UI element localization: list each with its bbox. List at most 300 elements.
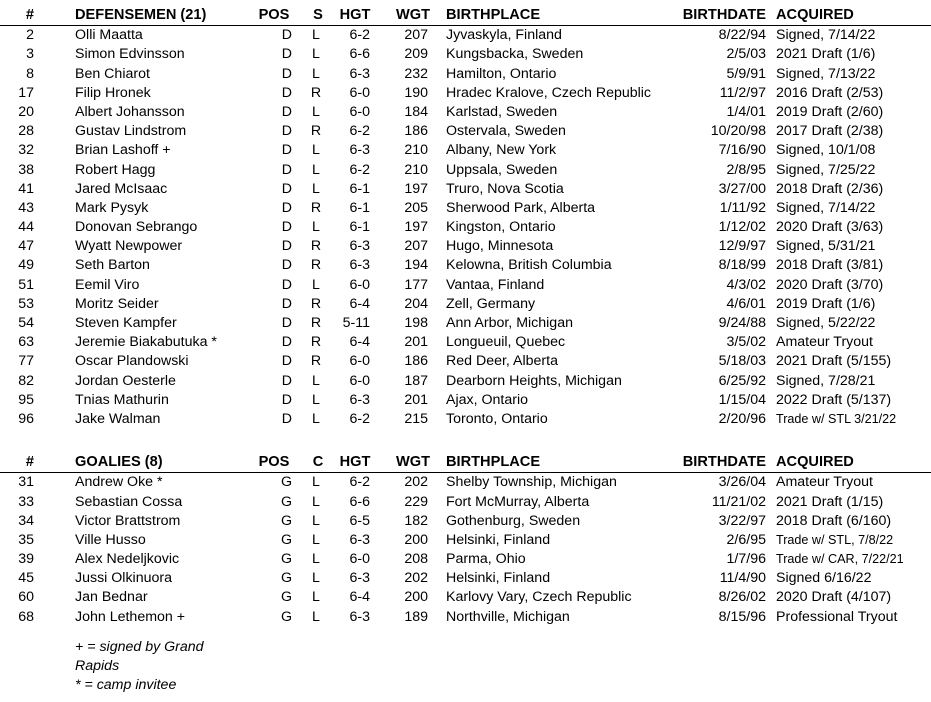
player-acquired: 2016 Draft (2/53): [776, 84, 884, 101]
player-name: Mark Pysyk: [75, 199, 149, 216]
player-birthplace: Fort McMurray, Alberta: [446, 493, 590, 510]
player-acquired: 2020 Draft (3/63): [776, 219, 884, 236]
player-number: 44: [18, 219, 34, 236]
player-birthplace: Jyvaskyla, Finland: [446, 27, 562, 44]
player-birthplace: Ajax, Ontario: [446, 391, 529, 408]
player-birthdate: 5/9/91: [726, 65, 766, 82]
section-title-defensemen: DEFENSEMEN (21): [75, 7, 207, 23]
player-height: 6-0: [349, 551, 370, 568]
player-position: D: [281, 295, 292, 312]
table-row: [0, 218, 931, 237]
player-number: 45: [18, 570, 34, 587]
player-acquired: 2018 Draft (2/36): [776, 180, 884, 197]
player-birthdate: 3/5/02: [726, 334, 766, 351]
player-acquired: 2018 Draft (6/160): [776, 512, 892, 529]
player-height: 6-1: [349, 180, 370, 197]
player-weight: 232: [404, 65, 428, 82]
header-acquired: ACQUIRED: [776, 7, 854, 23]
player-acquired: 2020 Draft (3/70): [776, 276, 884, 293]
player-birthdate: 3/27/00: [718, 180, 766, 197]
player-height: 6-3: [349, 531, 370, 548]
player-birthplace: Shelby Township, Michigan: [446, 474, 617, 491]
player-height: 6-0: [349, 353, 370, 370]
player-birthplace: Northville, Michigan: [446, 608, 570, 625]
player-birthdate: 8/22/94: [718, 27, 766, 44]
player-number: 54: [18, 315, 34, 331]
player-height: 6-0: [349, 276, 370, 293]
player-position: D: [281, 334, 292, 351]
player-height: 5-11: [342, 315, 370, 331]
player-weight: 197: [404, 180, 428, 197]
player-birthplace: Dearborn Heights, Michigan: [446, 372, 622, 389]
player-shoots: L: [312, 391, 320, 408]
player-number: 32: [18, 142, 34, 159]
player-acquired: Trade w/ STL 3/21/22: [776, 411, 897, 426]
player-birthplace: Parma, Ohio: [446, 551, 526, 568]
table-row: [0, 372, 931, 391]
table-row: [0, 26, 931, 45]
player-birthdate: 1/4/01: [726, 103, 766, 120]
player-weight: 177: [404, 276, 428, 293]
player-weight: 184: [404, 103, 428, 120]
player-number: 77: [18, 353, 34, 370]
player-weight: 200: [404, 531, 428, 548]
player-number: 39: [18, 551, 34, 568]
player-birthdate: 8/15/96: [718, 608, 766, 625]
player-birthdate: 7/16/90: [718, 142, 766, 159]
player-birthdate: 8/26/02: [718, 589, 766, 606]
table-row: [0, 84, 931, 103]
player-birthdate: 3/26/04: [718, 474, 766, 491]
table-row: [0, 588, 931, 607]
header-height: HGT: [339, 454, 371, 471]
table-row: [0, 550, 931, 569]
player-height: 6-3: [349, 608, 370, 625]
player-birthplace: Helsinki, Finland: [446, 570, 551, 587]
player-name: Sebastian Cossa: [75, 493, 183, 510]
player-height: 6-3: [349, 257, 370, 274]
player-birthplace: Ostervala, Sweden: [446, 123, 566, 140]
player-number: 2: [26, 27, 34, 44]
player-name: John Lethemon +: [75, 608, 186, 625]
player-name: Jussi Olkinuora: [75, 570, 172, 587]
player-birthplace: Red Deer, Alberta: [446, 353, 558, 370]
player-position: D: [281, 353, 292, 370]
player-height: 6-2: [349, 161, 370, 178]
player-birthdate: 4/3/02: [726, 276, 766, 293]
player-birthdate: 5/18/03: [718, 353, 766, 370]
table-row: [0, 608, 931, 627]
player-shoots: L: [312, 180, 320, 197]
header-birthdate: BIRTHDATE: [682, 7, 766, 23]
player-position: G: [280, 493, 292, 510]
player-acquired: Signed, 5/22/22: [776, 315, 876, 331]
player-birthdate: 1/7/96: [726, 551, 766, 568]
player-name: Brian Lashoff +: [75, 142, 171, 159]
table-row: [0, 237, 931, 256]
player-height: 6-2: [349, 474, 370, 491]
player-shoots: R: [310, 238, 322, 255]
player-catches: L: [312, 570, 320, 587]
player-weight: 205: [404, 199, 428, 216]
player-position: G: [280, 570, 292, 587]
player-number: 96: [18, 410, 34, 427]
player-name: Eemil Viro: [75, 276, 140, 293]
player-birthplace: Ann Arbor, Michigan: [446, 315, 573, 331]
player-position: D: [281, 276, 292, 293]
player-catches: L: [312, 493, 320, 510]
player-name: Albert Johansson: [75, 103, 185, 120]
player-number: 35: [18, 531, 34, 548]
table-row: [0, 103, 931, 122]
table-row: [0, 122, 931, 141]
player-position: G: [280, 589, 292, 606]
player-shoots: L: [312, 276, 320, 293]
player-weight: 187: [404, 372, 428, 389]
player-birthdate: 2/20/96: [718, 410, 766, 427]
table-row: [0, 352, 931, 371]
table-row: [0, 161, 931, 180]
player-acquired: Professional Tryout: [776, 608, 898, 625]
player-height: 6-2: [349, 123, 370, 140]
section-spacer: [0, 429, 931, 443]
table-row: [0, 314, 931, 333]
player-number: 43: [18, 199, 34, 216]
player-number: 33: [18, 493, 34, 510]
player-position: G: [280, 551, 292, 568]
player-shoots: L: [312, 372, 320, 389]
player-height: 6-4: [349, 295, 370, 312]
player-name: Jan Bednar: [75, 589, 148, 606]
player-birthdate: 2/8/95: [726, 161, 766, 178]
player-weight: 201: [404, 334, 428, 351]
header-weight: WGT: [395, 7, 431, 23]
player-position: D: [281, 84, 292, 101]
player-birthplace: Hugo, Minnesota: [446, 238, 554, 255]
player-position: D: [281, 219, 292, 236]
player-name: Andrew Oke *: [75, 474, 163, 491]
player-position: D: [281, 257, 292, 274]
player-number: 68: [18, 608, 34, 625]
player-acquired: Amateur Tryout: [776, 474, 873, 491]
player-weight: 190: [404, 84, 428, 101]
player-weight: 182: [404, 512, 428, 529]
player-position: D: [281, 123, 292, 140]
player-name: Ville Husso: [75, 531, 146, 548]
player-birthdate: 11/21/02: [711, 493, 766, 510]
player-shoots: L: [312, 161, 320, 178]
player-name: Simon Edvinsson: [75, 46, 185, 63]
player-birthdate: 10/20/98: [710, 123, 766, 140]
player-birthdate: 2/6/95: [726, 531, 766, 548]
player-position: D: [281, 238, 292, 255]
player-birthplace: Karlovy Vary, Czech Republic: [446, 589, 632, 606]
table-row: [0, 180, 931, 199]
table-row: [0, 141, 931, 160]
player-height: 6-3: [349, 238, 370, 255]
player-height: 6-4: [349, 334, 370, 351]
player-birthplace: Kelowna, British Columbia: [446, 257, 612, 274]
player-position: G: [280, 608, 292, 625]
player-name: Robert Hagg: [75, 161, 156, 178]
player-acquired: Signed, 7/13/22: [776, 65, 876, 82]
player-position: D: [281, 103, 292, 120]
table-row: [0, 199, 931, 218]
player-position: D: [281, 410, 292, 427]
player-acquired: Trade w/ STL, 7/8/22: [776, 532, 894, 547]
player-acquired: Signed 6/16/22: [776, 570, 872, 587]
player-birthdate: 11/2/97: [719, 84, 766, 101]
player-weight: 194: [404, 257, 428, 274]
player-catches: L: [312, 531, 320, 548]
player-acquired: 2021 Draft (1/6): [776, 46, 876, 63]
player-height: 6-0: [349, 372, 370, 389]
player-birthdate: 12/9/97: [718, 238, 766, 255]
player-height: 6-3: [349, 65, 370, 82]
player-name: Victor Brattstrom: [75, 512, 181, 529]
player-acquired: Signed, 7/14/22: [776, 199, 876, 216]
player-position: G: [280, 531, 292, 548]
header-weight: WGT: [395, 454, 431, 471]
player-number: 34: [18, 512, 34, 529]
player-position: D: [281, 372, 292, 389]
header-catches: C: [312, 454, 324, 471]
player-number: 51: [18, 276, 34, 293]
player-acquired: Trade w/ CAR, 7/22/21: [776, 552, 904, 567]
player-shoots: R: [310, 199, 322, 216]
player-acquired: 2019 Draft (2/60): [776, 103, 884, 120]
player-shoots: L: [312, 410, 320, 427]
player-height: 6-1: [349, 199, 370, 216]
player-name: Jeremie Biakabutuka *: [75, 334, 217, 351]
player-weight: 210: [404, 161, 428, 178]
player-catches: L: [312, 589, 320, 606]
header-position: POS: [258, 7, 290, 23]
table-row: [0, 276, 931, 295]
player-position: G: [280, 512, 292, 529]
player-name: Tnias Mathurin: [75, 391, 169, 408]
player-acquired: 2021 Draft (1/15): [776, 493, 884, 510]
player-birthplace: Hamilton, Ontario: [446, 65, 557, 82]
player-name: Filip Hronek: [75, 84, 151, 101]
player-number: 31: [18, 474, 34, 491]
player-shoots: L: [312, 219, 320, 236]
player-birthplace: Uppsala, Sweden: [446, 161, 558, 178]
note-signed: + = signed by Grand Rapids: [75, 639, 204, 674]
player-acquired: 2020 Draft (4/107): [776, 589, 892, 606]
player-acquired: Signed, 10/1/08: [776, 142, 876, 159]
player-position: D: [281, 142, 292, 159]
player-acquired: 2019 Draft (1/6): [776, 295, 876, 312]
player-height: 6-0: [349, 84, 370, 101]
table-row: [0, 391, 931, 410]
player-birthplace: Truro, Nova Scotia: [446, 180, 564, 197]
table-row: [0, 65, 931, 84]
player-number: 38: [18, 161, 34, 178]
player-birthplace: Sherwood Park, Alberta: [446, 199, 596, 216]
player-shoots: L: [312, 46, 320, 63]
player-acquired: Signed, 7/28/21: [776, 372, 876, 389]
player-acquired: 2017 Draft (2/38): [776, 123, 884, 140]
player-weight: 207: [404, 27, 428, 44]
player-shoots: R: [310, 295, 322, 312]
player-name: Jake Walman: [75, 410, 161, 427]
table-row: [0, 531, 931, 550]
header-birthplace: BIRTHPLACE: [446, 454, 541, 471]
player-birthdate: 8/18/99: [718, 257, 766, 274]
player-position: D: [281, 391, 292, 408]
player-birthdate: 1/12/02: [718, 219, 766, 236]
player-height: 6-3: [349, 570, 370, 587]
player-shoots: L: [312, 65, 320, 82]
player-acquired: Signed, 5/31/21: [776, 238, 876, 255]
player-birthplace: Albany, New York: [446, 142, 557, 159]
player-weight: 229: [404, 493, 428, 510]
defensemen-rows: [0, 26, 931, 429]
player-acquired: Signed, 7/14/22: [776, 27, 876, 44]
player-shoots: L: [312, 27, 320, 44]
player-position: G: [280, 474, 292, 491]
player-name: Alex Nedeljkovic: [75, 551, 180, 568]
header-acquired: ACQUIRED: [776, 454, 854, 471]
player-acquired: Amateur Tryout: [776, 334, 873, 351]
header-birthplace: BIRTHPLACE: [446, 7, 541, 23]
player-shoots: R: [310, 334, 322, 351]
table-row: [0, 493, 931, 512]
player-acquired: Signed, 7/25/22: [776, 161, 876, 178]
player-birthplace: Longueuil, Quebec: [446, 334, 566, 351]
player-position: D: [281, 65, 292, 82]
player-shoots: R: [310, 315, 322, 331]
player-shoots: R: [310, 257, 322, 274]
player-catches: L: [312, 474, 320, 491]
table-row: [0, 333, 931, 352]
player-catches: L: [312, 608, 320, 625]
player-height: 6-4: [349, 589, 370, 606]
player-number: 20: [18, 103, 34, 120]
player-position: D: [281, 180, 292, 197]
player-birthplace: Karlstad, Sweden: [446, 103, 558, 120]
player-shoots: R: [310, 353, 322, 370]
player-name: Seth Barton: [75, 257, 150, 274]
defensemen-header-row: [0, 6, 931, 26]
player-weight: 202: [404, 570, 428, 587]
header-position: POS: [258, 454, 290, 471]
player-name: Gustav Lindstrom: [75, 123, 187, 140]
player-weight: 209: [404, 46, 428, 63]
player-position: D: [281, 161, 292, 178]
player-birthdate: 1/11/92: [719, 199, 766, 216]
player-birthdate: 2/5/03: [726, 46, 766, 63]
player-height: 6-1: [349, 219, 370, 236]
table-row: [0, 569, 931, 588]
player-height: 6-6: [349, 46, 370, 63]
player-position: D: [281, 315, 292, 331]
player-weight: 200: [404, 589, 428, 606]
player-birthdate: 6/25/92: [718, 372, 766, 389]
player-number: 17: [18, 84, 34, 101]
player-weight: 208: [404, 551, 428, 568]
player-shoots: L: [312, 103, 320, 120]
player-height: 6-6: [349, 493, 370, 510]
goalies-rows: [0, 473, 931, 627]
player-birthplace: Hradec Kralove, Czech Republic: [446, 84, 652, 101]
player-name: Jared McIsaac: [75, 180, 168, 197]
player-birthplace: Vantaa, Finland: [446, 276, 545, 293]
player-number: 41: [18, 180, 34, 197]
table-row: [0, 512, 931, 531]
player-name: Jordan Oesterle: [75, 372, 176, 389]
table-row: [0, 45, 931, 64]
table-row: [0, 256, 931, 275]
player-name: Ben Chiarot: [75, 65, 150, 82]
player-position: D: [281, 27, 292, 44]
player-birthplace: Gothenburg, Sweden: [446, 512, 581, 529]
player-birthdate: 4/6/01: [726, 295, 766, 312]
table-row: [0, 295, 931, 314]
player-shoots: R: [310, 123, 322, 140]
player-height: 6-5: [349, 512, 370, 529]
legend-notes: [75, 638, 225, 695]
player-number: 47: [18, 238, 34, 255]
section-title-goalies: GOALIES (8): [75, 454, 163, 471]
player-number: 8: [26, 65, 34, 82]
player-weight: 210: [404, 142, 428, 159]
player-name: Olli Maatta: [75, 27, 143, 44]
player-name: Steven Kampfer: [75, 315, 177, 331]
player-number: 82: [18, 372, 34, 389]
player-name: Wyatt Newpower: [75, 238, 183, 255]
player-number: 3: [26, 46, 34, 63]
player-name: Oscar Plandowski: [75, 353, 189, 370]
player-birthdate: 11/4/90: [719, 570, 766, 587]
goalies-header-row: [0, 453, 931, 473]
player-birthplace: Kungsbacka, Sweden: [446, 46, 584, 63]
player-weight: 197: [404, 219, 428, 236]
player-acquired: 2018 Draft (3/81): [776, 257, 884, 274]
player-height: 6-3: [349, 391, 370, 408]
header-height: HGT: [339, 7, 371, 23]
player-birthdate: 1/15/04: [718, 391, 766, 408]
player-birthplace: Kingston, Ontario: [446, 219, 556, 236]
player-catches: L: [312, 551, 320, 568]
player-number: 49: [18, 257, 34, 274]
player-shoots: L: [312, 142, 320, 159]
player-height: 6-3: [349, 142, 370, 159]
player-number: 95: [18, 391, 34, 408]
player-acquired: 2021 Draft (5/155): [776, 353, 892, 370]
player-height: 6-2: [349, 27, 370, 44]
player-weight: 186: [404, 353, 428, 370]
table-row: [0, 410, 931, 429]
player-weight: 201: [404, 391, 428, 408]
player-number: 28: [18, 123, 34, 140]
player-shoots: R: [310, 84, 322, 101]
player-birthplace: Helsinki, Finland: [446, 531, 551, 548]
player-weight: 202: [404, 474, 428, 491]
player-name: Moritz Seider: [75, 295, 159, 312]
player-birthplace: Zell, Germany: [446, 295, 536, 312]
player-number: 60: [18, 589, 34, 606]
player-height: 6-0: [349, 103, 370, 120]
player-weight: 186: [404, 123, 428, 140]
player-number: 63: [18, 334, 34, 351]
player-weight: 189: [404, 608, 428, 625]
player-weight: 207: [404, 238, 428, 255]
header-shoots: S: [313, 7, 323, 23]
player-number: 53: [18, 295, 34, 312]
player-birthplace: Toronto, Ontario: [446, 410, 548, 427]
